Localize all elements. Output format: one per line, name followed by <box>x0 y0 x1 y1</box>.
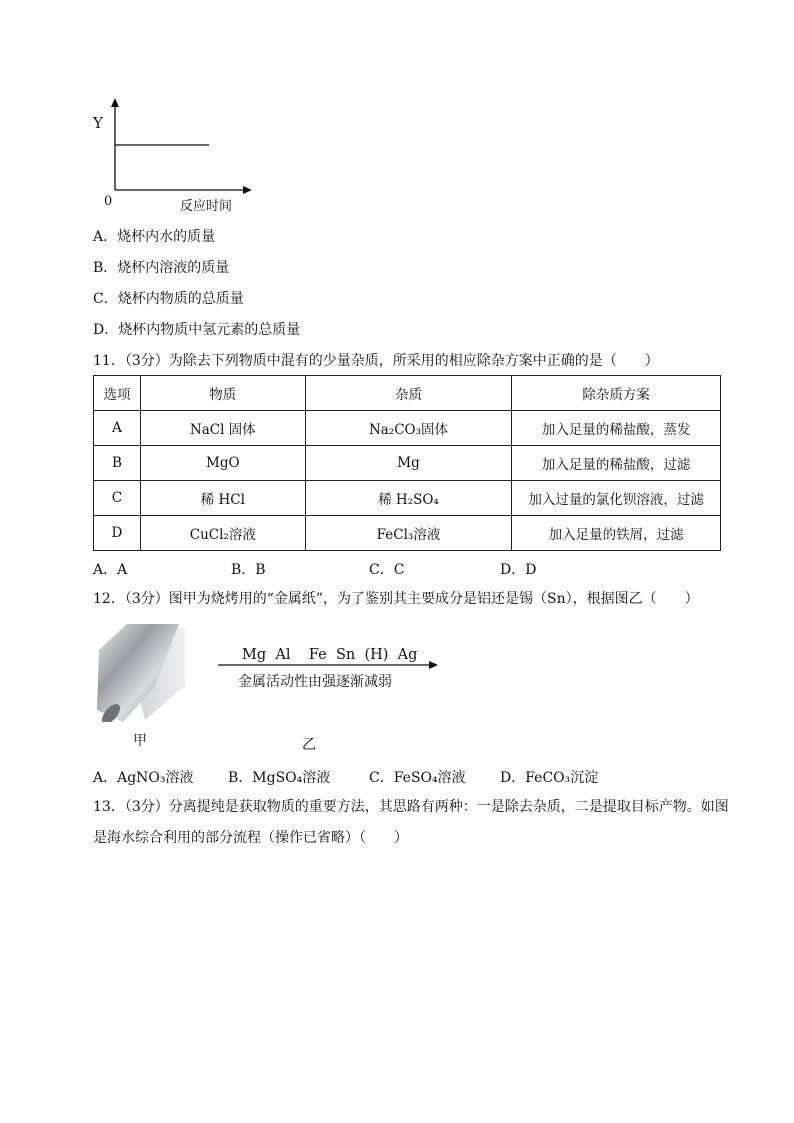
foil-roll-image <box>93 624 185 722</box>
q11-answer-a: A．A <box>93 562 128 578</box>
q11-answer-b: B．B <box>231 562 266 578</box>
cell-substance: 稀 HCl <box>140 481 305 516</box>
cell-option: D <box>94 516 141 551</box>
header-method: 除杂质方案 <box>512 376 721 411</box>
q12-answer-c: C．FeSO₄溶液 <box>369 770 466 786</box>
q10-option-a: A．烧杯内水的质量 <box>93 229 216 245</box>
cell-impurity: 稀 H₂SO₄ <box>305 481 512 516</box>
cell-option: A <box>94 411 141 446</box>
cell-option: C <box>94 481 141 516</box>
q12-answer-d: D．FeCO₃沉淀 <box>500 770 599 786</box>
cell-impurity: Mg <box>305 446 512 481</box>
header-substance: 物质 <box>140 376 305 411</box>
header-impurity: 杂质 <box>305 376 512 411</box>
cell-substance: CuCl₂溶液 <box>140 516 305 551</box>
table-row <box>94 516 721 551</box>
cell-method: 加入足量的稀盐酸，过滤 <box>512 446 721 481</box>
table-row <box>94 411 721 446</box>
table-row <box>94 481 721 516</box>
table-header-row <box>94 376 721 411</box>
fig-jia-label: 甲 <box>133 733 147 749</box>
q12-stem: 12．（3分）图甲为烧烤用的“金属纸”，为了鉴别其主要成分是铝还是锡（Sn），根据图乙（ ） <box>93 591 699 607</box>
cell-method: 加入过量的氯化钡溶液，过滤 <box>512 481 721 516</box>
q10-option-c: C．烧杯内物质的总质量 <box>93 291 244 307</box>
cell-substance: NaCl 固体 <box>140 411 305 446</box>
cell-impurity: FeCl₃溶液 <box>305 516 512 551</box>
q12-answer-a: A．AgNO₃溶液 <box>93 770 194 786</box>
q11-answers <box>93 559 693 577</box>
cell-method: 加入足量的稀盐酸，蒸发 <box>512 411 721 446</box>
q12-answers <box>93 767 693 785</box>
cell-option: B <box>94 446 141 481</box>
q11-stem: 11．（3分）为除去下列物质中混有的少量杂质，所采用的相应除杂方案中正确的是（ ） <box>93 353 659 369</box>
cell-substance: MgO <box>140 446 305 481</box>
q12-answer-b: B．MgSO₄溶液 <box>228 770 331 786</box>
activity-arrow <box>218 659 440 673</box>
fig-yi-label: 乙 <box>302 737 316 753</box>
q10-option-b: B．烧杯内溶液的质量 <box>93 260 230 276</box>
q13-stem-line2: 是海水综合利用的部分流程（操作已省略）（ ） <box>93 830 408 846</box>
q11-answer-c: C．C <box>369 562 405 578</box>
activity-series: Mg Al Fe Sn (H) Ag <box>242 647 418 663</box>
q10-y-label: Y <box>93 114 103 132</box>
q10-x-label: 反应时间 <box>180 199 233 214</box>
header-option: 选项 <box>94 376 141 411</box>
q11-answer-d: D．D <box>500 562 537 578</box>
cell-impurity: Na₂CO₃固体 <box>305 411 512 446</box>
cell-method: 加入足量的铁屑，过滤 <box>512 516 721 551</box>
q10-option-d: D．烧杯内物质中氢元素的总质量 <box>93 322 301 338</box>
table-row <box>94 446 721 481</box>
activity-caption: 金属活动性由强逐渐减弱 <box>238 674 392 690</box>
q11-table <box>93 375 721 551</box>
q10-origin-label: 0 <box>104 194 113 209</box>
q13-stem-line1: 13．（3分）分离提纯是获取物质的重要方法，其思路有两种：一是除去杂质，二是提取目标产物。如图 <box>93 799 729 815</box>
